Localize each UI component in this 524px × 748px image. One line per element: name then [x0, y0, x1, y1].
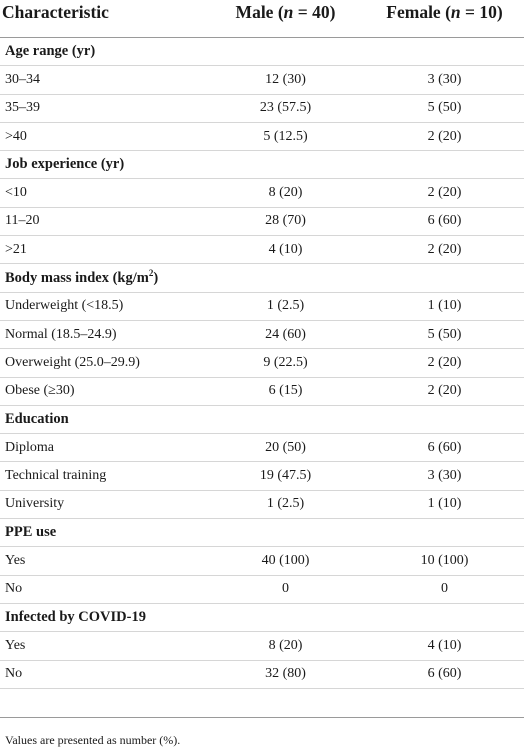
row-label: <10: [0, 179, 206, 207]
female-value: 3 (30): [365, 462, 524, 490]
female-value: 6 (60): [365, 660, 524, 688]
section-title: Age range (yr): [0, 38, 524, 66]
row-label: No: [0, 575, 206, 603]
row-label: 35–39: [0, 94, 206, 122]
male-value: 9 (22.5): [206, 349, 365, 377]
row-label: No: [0, 660, 206, 688]
row-label: Normal (18.5–24.9): [0, 320, 206, 348]
table-row: [0, 575, 524, 603]
male-value: 12 (30): [206, 66, 365, 94]
female-value: 2 (20): [365, 179, 524, 207]
row-label: Yes: [0, 632, 206, 660]
section-header-row: [0, 405, 524, 433]
table-row: [0, 434, 524, 462]
table-row: [0, 179, 524, 207]
section-title: Education: [0, 405, 524, 433]
male-value: 8 (20): [206, 179, 365, 207]
table-row: [0, 349, 524, 377]
table-row: [0, 66, 524, 94]
female-value: 2 (20): [365, 122, 524, 150]
male-value: 1 (2.5): [206, 490, 365, 518]
section-title: Infected by COVID-19: [0, 603, 524, 631]
male-value: 40 (100): [206, 547, 365, 575]
header-female: Female (n = 10): [365, 0, 524, 38]
male-value: 28 (70): [206, 207, 365, 235]
male-value: 1 (2.5): [206, 292, 365, 320]
female-value: 2 (20): [365, 377, 524, 405]
table-row: [0, 377, 524, 405]
row-label: Obese (≥30): [0, 377, 206, 405]
section-title: PPE use: [0, 519, 524, 547]
table-row: [0, 94, 524, 122]
male-value: 32 (80): [206, 660, 365, 688]
female-value: 5 (50): [365, 94, 524, 122]
male-value: 5 (12.5): [206, 122, 365, 150]
table-row: [0, 547, 524, 575]
table-row: [0, 320, 524, 348]
female-value: 1 (10): [365, 490, 524, 518]
section-title: Body mass index $(kg/m^2)$: [0, 264, 524, 292]
row-label: Technical training: [0, 462, 206, 490]
section-header-row: [0, 519, 524, 547]
header-characteristic: Characteristic: [0, 0, 206, 38]
male-value: 0: [206, 575, 365, 603]
table-row: [0, 632, 524, 660]
female-value: 6 (60): [365, 434, 524, 462]
female-value: 5 (50): [365, 320, 524, 348]
row-label: 11–20: [0, 207, 206, 235]
male-value: 4 (10): [206, 236, 365, 264]
female-value: 1 (10): [365, 292, 524, 320]
female-value: 2 (20): [365, 349, 524, 377]
section-header-row: [0, 151, 524, 179]
row-label: University: [0, 490, 206, 518]
row-label: >40: [0, 122, 206, 150]
table-footnote: Values are presented as number (%).: [0, 717, 524, 748]
section-header-row: [0, 264, 524, 292]
row-label: Underweight (<18.5): [0, 292, 206, 320]
table-row: [0, 122, 524, 150]
male-value: 6 (15): [206, 377, 365, 405]
female-value: 4 (10): [365, 632, 524, 660]
header-male: Male (n = 40): [206, 0, 365, 38]
row-label: 30–34: [0, 66, 206, 94]
table-row: [0, 462, 524, 490]
table-row: [0, 660, 524, 688]
female-value: 10 (100): [365, 547, 524, 575]
table-body: [0, 38, 524, 689]
table-row: [0, 490, 524, 518]
table-row: [0, 207, 524, 235]
row-label: Diploma: [0, 434, 206, 462]
section-header-row: [0, 38, 524, 66]
row-label: Overweight (25.0–29.9): [0, 349, 206, 377]
female-value: 2 (20): [365, 236, 524, 264]
section-title: Job experience (yr): [0, 151, 524, 179]
table-row: [0, 236, 524, 264]
table-header: [0, 0, 524, 38]
female-value: 3 (30): [365, 66, 524, 94]
female-value: 0: [365, 575, 524, 603]
female-value: 6 (60): [365, 207, 524, 235]
male-value: 20 (50): [206, 434, 365, 462]
male-value: 23 (57.5): [206, 94, 365, 122]
male-value: 19 (47.5): [206, 462, 365, 490]
table-row: [0, 292, 524, 320]
row-label: Yes: [0, 547, 206, 575]
male-value: 8 (20): [206, 632, 365, 660]
row-label: >21: [0, 236, 206, 264]
section-header-row: [0, 603, 524, 631]
male-value: 24 (60): [206, 320, 365, 348]
